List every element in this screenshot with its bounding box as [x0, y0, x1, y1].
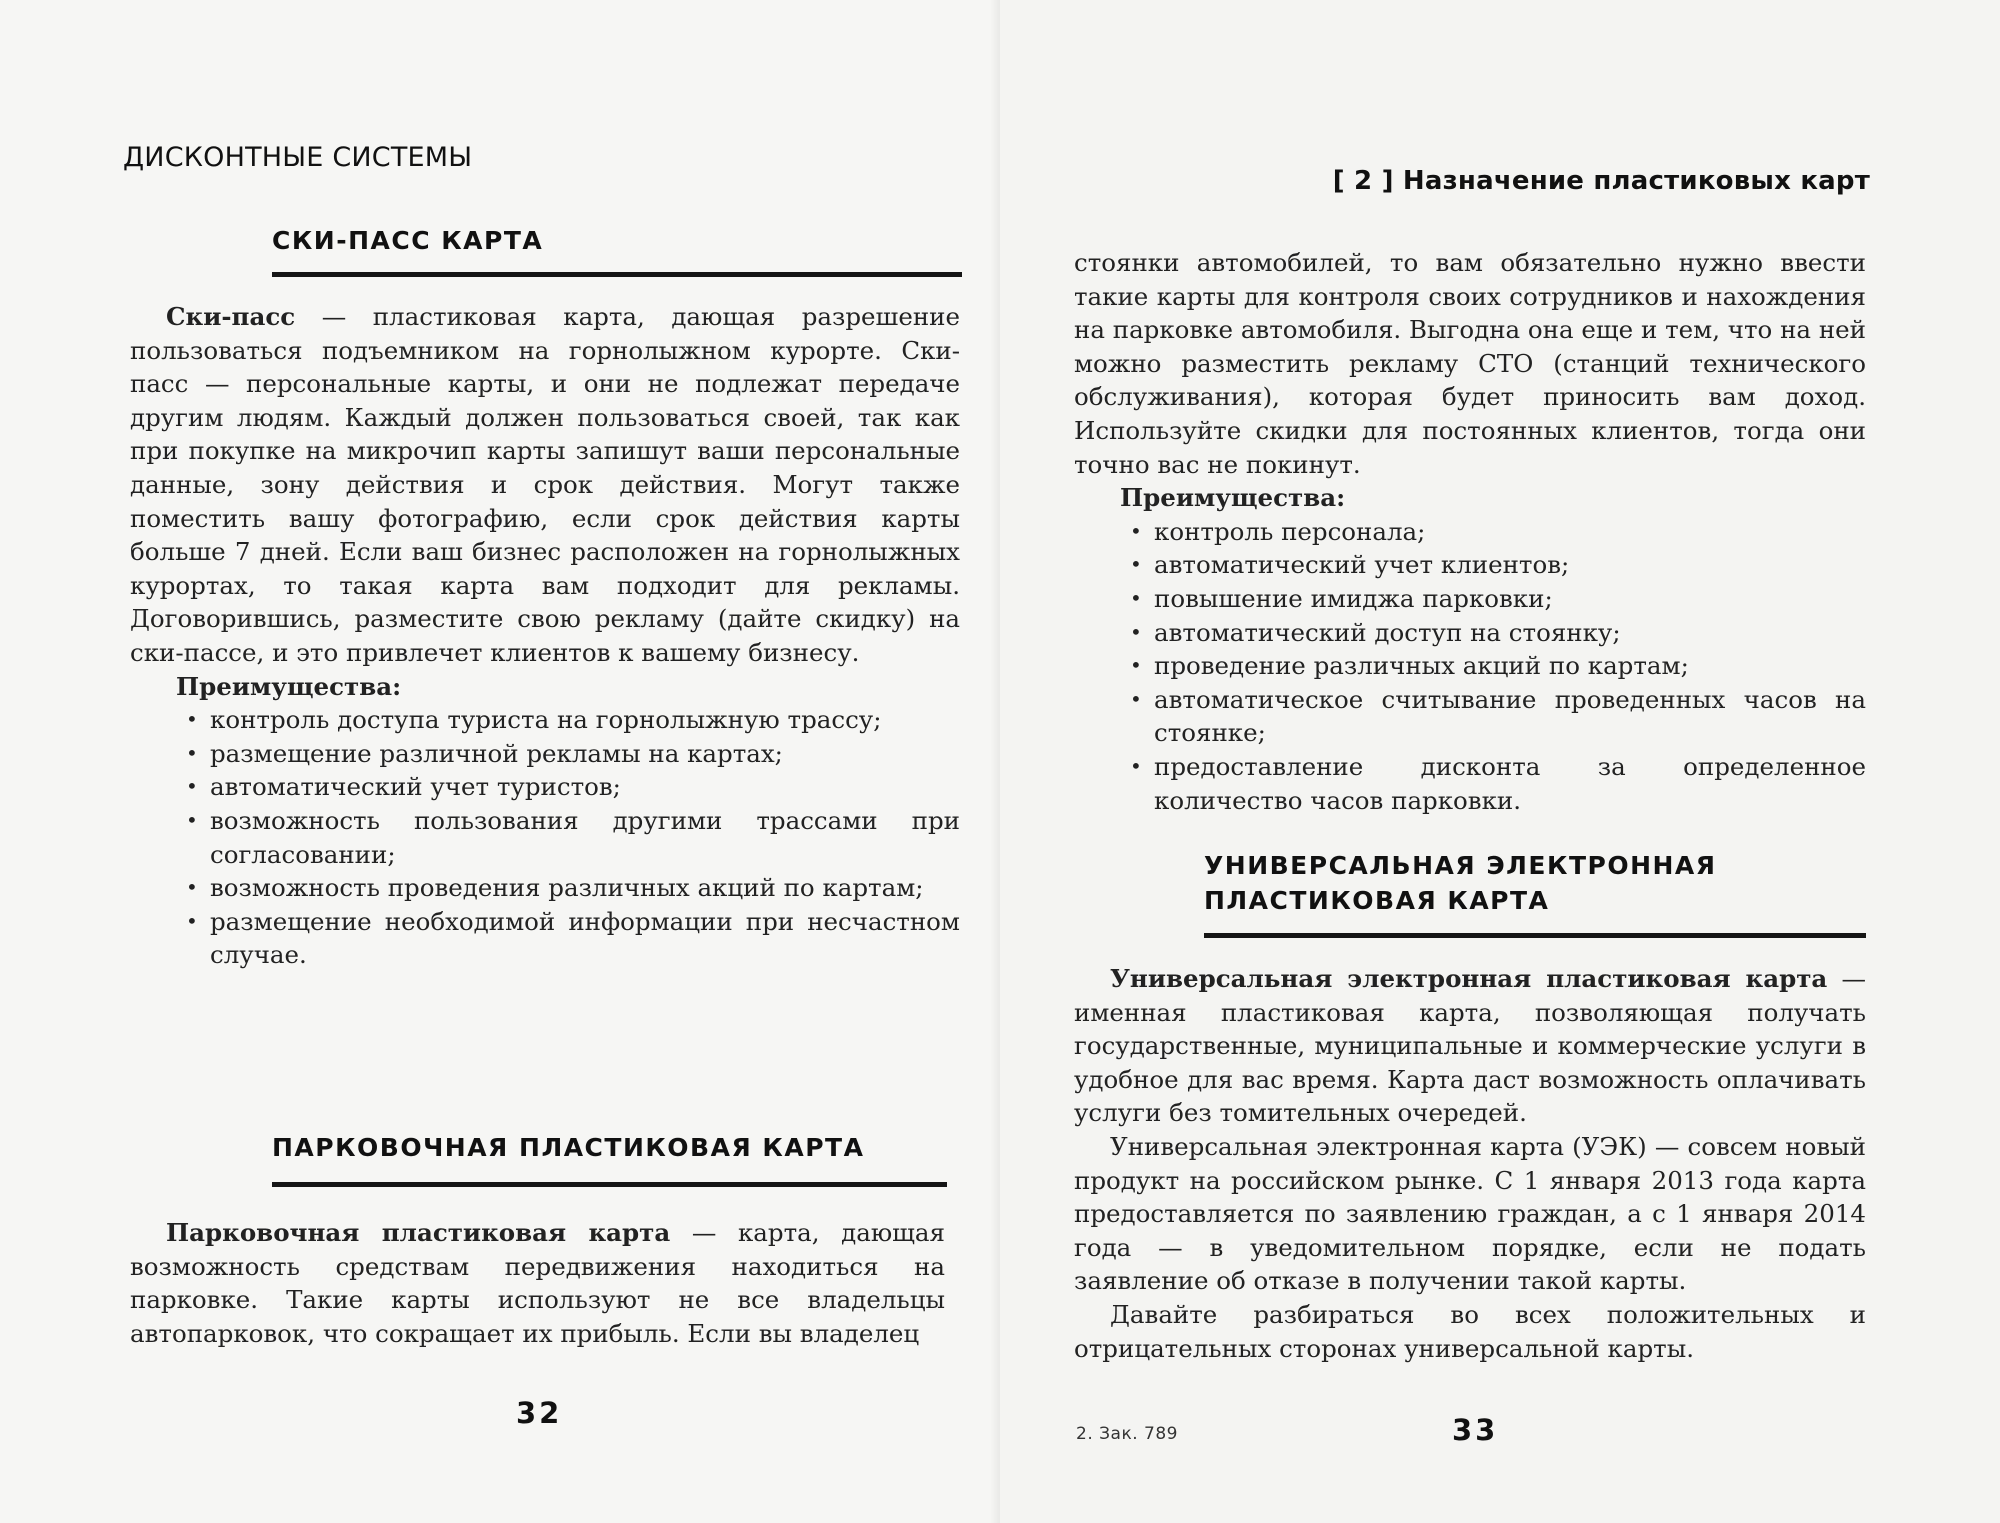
ski-pass-heading-rule — [272, 272, 962, 277]
bullet-icon: • — [1130, 653, 1142, 678]
ski-pass-section — [130, 300, 960, 972]
running-head-left: ДИСКОНТНЫЕ СИСТЕМЫ — [123, 142, 473, 173]
list-item: • автоматический учет туристов; — [130, 770, 960, 804]
ski-pass-term: Ски-пасс — [166, 302, 296, 331]
list-item: • размещение различной рекламы на картах; — [130, 737, 960, 771]
universal-card-paragraph-3: Давайте разбираться во всех положительных и отрицательных сторонах универсальной карты. — [1074, 1299, 1866, 1363]
universal-card-heading-rule — [1204, 933, 1866, 938]
ski-pass-advantages-heading: Преимущества: — [176, 671, 402, 701]
bullet-icon: • — [1130, 552, 1142, 577]
parking-heading-rule — [272, 1182, 947, 1187]
universal-card-definition: — именная пластиковая карта, позволяющая получать государственные, муниципальные и коммерческие услуги в удобное для вас время. Карта даст возможность оплачивать услуги без томительных очередей. — [1074, 964, 1866, 1128]
right-page — [1000, 0, 2000, 1523]
bullet-icon: • — [186, 707, 198, 732]
parking-advantages-heading: Преимущества: — [1120, 483, 1346, 513]
ski-pass-heading: СКИ-ПАСС КАРТА — [272, 226, 544, 255]
bullet-icon: • — [186, 774, 198, 799]
bullet-icon: • — [186, 807, 198, 832]
universal-card-paragraph-1 — [1074, 962, 1866, 1130]
list-item: • автоматическое считывание проведенных часов на стоянке; — [1130, 684, 1866, 748]
list-item: • проведение различных акций по картам; — [1074, 649, 1866, 683]
print-order-mark: 2. Зак. 789 — [1076, 1424, 1178, 1444]
universal-card-term: Универсальная электронная пластиковая карта — [1110, 964, 1828, 993]
parking-definition: — карта, дающая возможность средствам передвижения находиться на парковке. Такие карты используют не все владельцы автопарковок, что сокращает их прибыль. Если вы владелец — [130, 1218, 945, 1348]
list-item: • предоставление дисконта за определенное количество часов парковки. — [1130, 751, 1866, 815]
page-number-right: 33 — [1452, 1413, 1499, 1447]
bullet-icon: • — [1130, 619, 1142, 644]
list-item: • возможность пользования другими трассами при согласовании; — [186, 805, 960, 869]
ski-pass-paragraph — [130, 300, 960, 670]
parking-continued-paragraph: стоянки автомобилей, то вам обязательно нужно ввести такие карты для контроля своих сотрудников и нахождения на парковке автомобиля. Выгодна она еще и тем, что на ней можно разместить рекламу СТО (станций технического обслуживания), которая будет приносить вам доход. Используйте скидки для постоянных клиентов, тогда они точно вас не покинут. — [1074, 248, 1866, 479]
running-head-right: [ 2 ] Назначение пластиковых карт — [1332, 166, 1870, 196]
bullet-icon: • — [1130, 753, 1142, 778]
parking-continued-section — [1074, 246, 1866, 817]
list-item: • контроль доступа туриста на горнолыжную трассу; — [130, 703, 960, 737]
bullet-icon: • — [186, 875, 198, 900]
page-number-left: 32 — [516, 1396, 563, 1430]
ski-pass-definition: — пластиковая карта, дающая разрешение пользоваться подъемником на горнолыжном курорте. Ски-пасс — персональные карты, и они не подлежат передаче другим людям. Каждый должен пользоваться своей, так как при покупке на микрочип карты запишут ваши персональные данные, зону действия и срок действия. Могут также поместить вашу фотографию, если срок действия карты больше 7 дней. Если ваш бизнес расположен на горнолыжных курортах, то такая карта вам подходит для рекламы. Договорившись, разместите свою рекламу (дайте скидку) на ски-пассе, и это привлечет клиентов к вашему бизнесу. — [130, 302, 960, 667]
universal-card-paragraph-2: Универсальная электронная карта (УЭК) — совсем новый продукт на российском рынке. С 1 января 2013 года карта предоставляется по заявлению граждан, а с 1 января 2014 года — в уведомительном порядке, если не подать заявление об отказе в получении такой карты. — [1074, 1131, 1866, 1296]
universal-card-section — [1074, 962, 1866, 1365]
parking-term: Парковочная пластиковая карта — [166, 1218, 671, 1247]
parking-heading: ПАРКОВОЧНАЯ ПЛАСТИКОВАЯ КАРТА — [272, 1133, 865, 1162]
list-item: • контроль персонала; — [1074, 515, 1866, 549]
parking-advantages-list — [1074, 515, 1866, 817]
universal-card-heading-line2: ПЛАСТИКОВАЯ КАРТА — [1204, 886, 1550, 915]
bullet-icon: • — [1130, 585, 1142, 610]
list-item: • автоматический доступ на стоянку; — [1074, 616, 1866, 650]
bullet-icon: • — [186, 908, 198, 933]
universal-card-heading — [1204, 848, 1717, 918]
universal-card-heading-line1: УНИВЕРСАЛЬНАЯ ЭЛЕКТРОННАЯ — [1204, 851, 1717, 880]
ski-pass-advantages-list — [130, 703, 960, 972]
list-item: • повышение имиджа парковки; — [1074, 582, 1866, 616]
bullet-icon: • — [1130, 518, 1142, 543]
list-item: • размещение необходимой информации при несчастном случае. — [186, 906, 960, 970]
parking-section — [130, 1216, 945, 1350]
bullet-icon: • — [1130, 686, 1142, 711]
bullet-icon: • — [186, 740, 198, 765]
parking-paragraph — [130, 1216, 945, 1350]
list-item: • возможность проведения различных акций по картам; — [130, 871, 960, 905]
list-item: • автоматический учет клиентов; — [1074, 548, 1866, 582]
